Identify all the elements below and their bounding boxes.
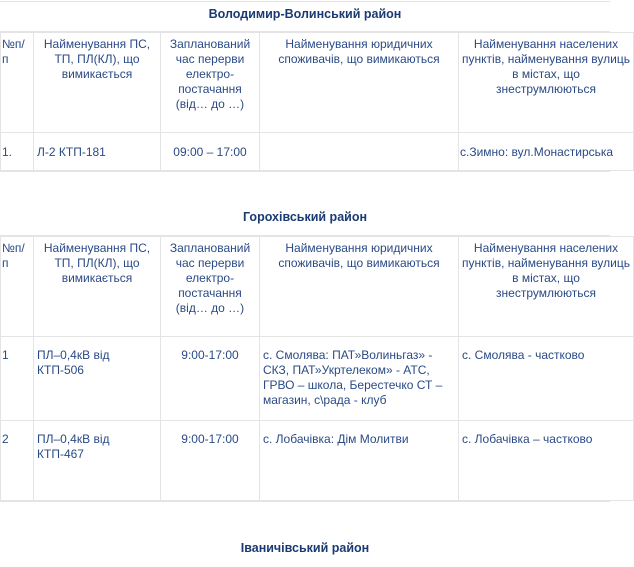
header-num: №п/п	[1, 237, 34, 337]
outage-table	[0, 236, 634, 501]
district-title: Іваничівський район	[240, 541, 370, 555]
row-time: 09:00 – 17:00	[161, 133, 260, 171]
row-settlements: с. Смолява - частково	[459, 337, 634, 421]
district-title: Володимир-Волинський район	[208, 7, 402, 21]
outage-table	[0, 32, 634, 171]
top-divider	[0, 1, 610, 2]
header-consumers: Найменування юридичних споживачів, що вимикаються	[260, 237, 459, 337]
row-substation: Л-2 КТП-181	[34, 133, 161, 171]
row-num: 1.	[1, 133, 34, 171]
header-settlements: Найменування населених пунктів, найменування вулиць в містах, що знеструмлюються	[459, 237, 634, 337]
row-substation: ПЛ–0,4кВ від КТП-467	[34, 421, 161, 501]
header-substation: Найменування ПС, ТП, ПЛ(КЛ), що вимикається	[34, 33, 161, 133]
header-substation: Найменування ПС, ТП, ПЛ(КЛ), що вимикається	[34, 237, 161, 337]
row-settlements: с. Лобачівка – частково	[459, 421, 634, 501]
header-time: Запланований час перерви електро-постачання (від… до …)	[161, 237, 260, 337]
divider	[0, 501, 610, 502]
row-time: 9:00-17:00	[161, 337, 260, 421]
district-title: Горохівський район	[242, 210, 368, 224]
row-substation: ПЛ–0,4кВ від КТП-506	[34, 337, 161, 421]
row-consumers: с. Смолява: ПАТ»Волиньгаз» - СКЗ, ПАТ»Укртелеком» - АТС, ГРВО – школа, Берестечко СТ – магазин, с\рада - клуб	[260, 337, 459, 421]
header-settlements: Найменування населених пунктів, найменування вулиць в містах, що знеструмлюються	[459, 33, 634, 133]
table-header-row	[1, 237, 634, 337]
table-row	[1, 337, 634, 421]
table-row	[1, 133, 634, 171]
row-settlements: с.Зимно: вул.Монастирська	[459, 133, 634, 171]
table-header-row	[1, 33, 634, 133]
header-consumers: Найменування юридичних споживачів, що вимикаються	[260, 33, 459, 133]
header-num: №п/п	[1, 33, 34, 133]
row-num: 2	[1, 421, 34, 501]
divider	[0, 171, 610, 172]
row-time: 9:00-17:00	[161, 421, 260, 501]
row-consumers: с. Лобачівка: Дім Молитви	[260, 421, 459, 501]
row-num: 1	[1, 337, 34, 421]
row-consumers	[260, 133, 459, 171]
header-time: Запланований час перерви електро-постачання (від… до …)	[161, 33, 260, 133]
table-row	[1, 421, 634, 501]
